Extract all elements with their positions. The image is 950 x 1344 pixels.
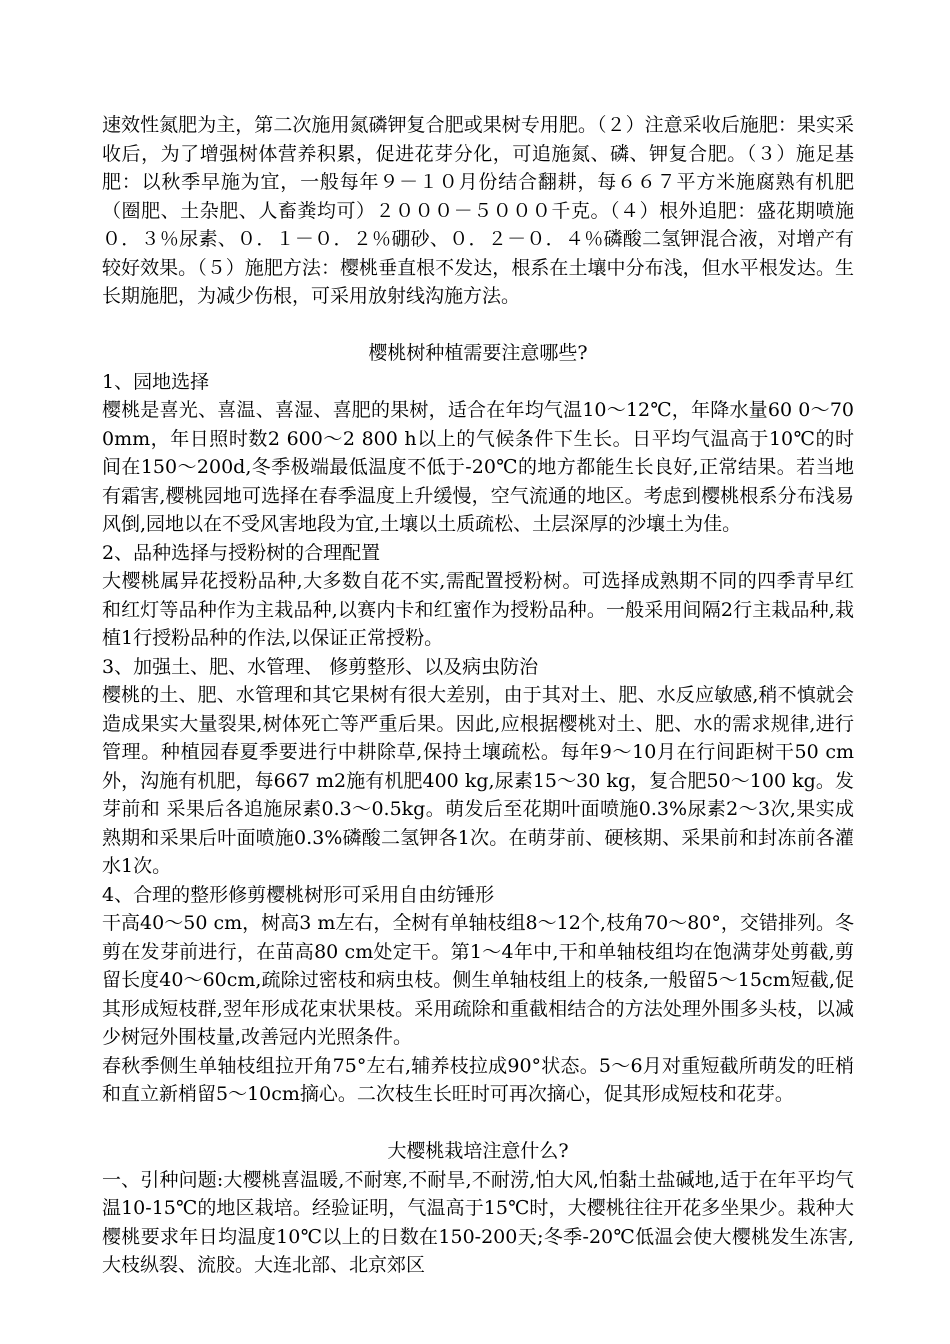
item-paragraph: 樱桃的土、肥、水管理和其它果树有很大差别，由于其对土、肥、水反应敏感,稍不慎就会造成果实大量裂果,树体死亡等严重后果。因此,应根据樱桃对土、肥、水的需求规律,进行管理。种植园春夏季要进行中耕除草,保持土壤疏松。每年9～10月在行间距树干50 cm外，沟施有机肥，每667 m2施有机肥400 kg,尿素15～30 kg，复合肥50～100 kg。发芽前和 采果后各追施尿素0.3～0.5kg。萌发后至花期叶面喷施0.3%尿素2～3次,果实成熟期和采果后叶面喷施0.3%磷酸二氢钾各1次。在萌芽前、硬核期、采果前和封冻前各灌水1次。: [102, 684, 854, 877]
spacer: [102, 1109, 854, 1138]
item-paragraph: 春秋季侧生单轴枝组拉开角75°左右,辅养枝拉成90°状态。5～6月对重短截所萌发的旺梢和直立新梢留5～10cm摘心。二次枝生长旺时可再次摘心，促其形成短枝和花芽。: [102, 1054, 854, 1105]
item-heading: 2、品种选择与授粉树的合理配置: [102, 541, 381, 564]
section-title: 大樱桃栽培注意什么?: [387, 1140, 569, 1162]
item-heading: 1、园地选择: [102, 370, 210, 393]
item-paragraph: 樱桃是喜光、喜温、喜湿、喜肥的果树，适合在年均气温10～12℃，年降水量60 0～700mm，年日照时数2 600～2 800 h以上的气候条件下生长。日平均气温高于10℃的时间在150～200d,冬季极端最低温度不低于-20℃的地方都能生长良好,正常结果。若当地有霜害,樱桃园地可选择在春季温度上升缓慢，空气流通的地区。考虑到樱桃根系分布浅易风倒,园地以在不受风害地段为宜,土壤以土质疏松、土层深厚的沙壤土为佳。: [102, 399, 854, 535]
item-paragraph: 干高40～50 cm，树高3 m左右，全树有单轴枝组8～12个,枝角70～80°，交错排列。冬剪在发芽前进行，在苗高80 cm处定干。第1～4年中,干和单轴枝组均在饱满芽处剪截,剪留长度40～60cm,疏除过密枝和病虫枝。侧生单轴枝组上的枝条,一般留5～15cm短截,促其形成短枝群,翌年形成花束状果枝。采用疏除和重截相结合的方法处理外围多头枝，以减少树冠外围枝量,改善冠内光照条件。: [102, 912, 854, 1048]
section-title: 樱桃树种植需要注意哪些?: [368, 342, 588, 364]
intro-paragraph: 速效性氮肥为主，第二次施用氮磷钾复合肥或果树专用肥。（２）注意采收后施肥：果实采收后，为了增强树体营养积累，促进花芽分化，可追施氮、磷、钾复合肥。（３）施足基肥：以秋季早施为宜，一般每年９－１０月份结合翻耕，每６６７平方米施腐熟有机肥（圈肥、土杂肥、人畜粪均可）２０００－５０００千克。（４）根外追肥：盛花期喷施０．３％尿素、０．１－０．２％硼砂、０．２－０．４％磷酸二氢钾混合液，对增产有较好效果。（５）施肥方法：樱桃垂直根不发达，根系在土壤中分布浅，但水平根发达。生长期施肥，为减少伤根，可采用放射线沟施方法。: [102, 114, 854, 307]
item-paragraph: 大樱桃属异花授粉品种,大多数自花不实,需配置授粉树。可选择成熟期不同的四季青早红和红灯等品种作为主栽品种,以赛内卡和红蜜作为授粉品种。一般采用间隔2行主栽品种,栽植1行授粉品种的作法,以保证正常授粉。: [102, 570, 854, 649]
document-page: [102, 111, 854, 1280]
item-heading: 3、加强土、肥、水管理、 修剪整形、以及病虫防治: [102, 655, 539, 678]
item-heading: 4、合理的整形修剪樱桃树形可采用自由纺锤形: [102, 883, 495, 906]
section-paragraph: 一、引种问题:大樱桃喜温暖,不耐寒,不耐旱,不耐涝,怕大风,怕黏土盐碱地,适于在年平均气温10-15℃的地区栽培。经验证明，气温高于15℃时，大樱桃往往开花多坐果少。栽种大樱桃要求年日均温度10℃以上的日数在150-200天;冬季-20℃低温会使大樱桃发生冻害,大枝纵裂、流胶。大连北部、北京郊区: [102, 1168, 854, 1276]
spacer: [102, 311, 854, 340]
